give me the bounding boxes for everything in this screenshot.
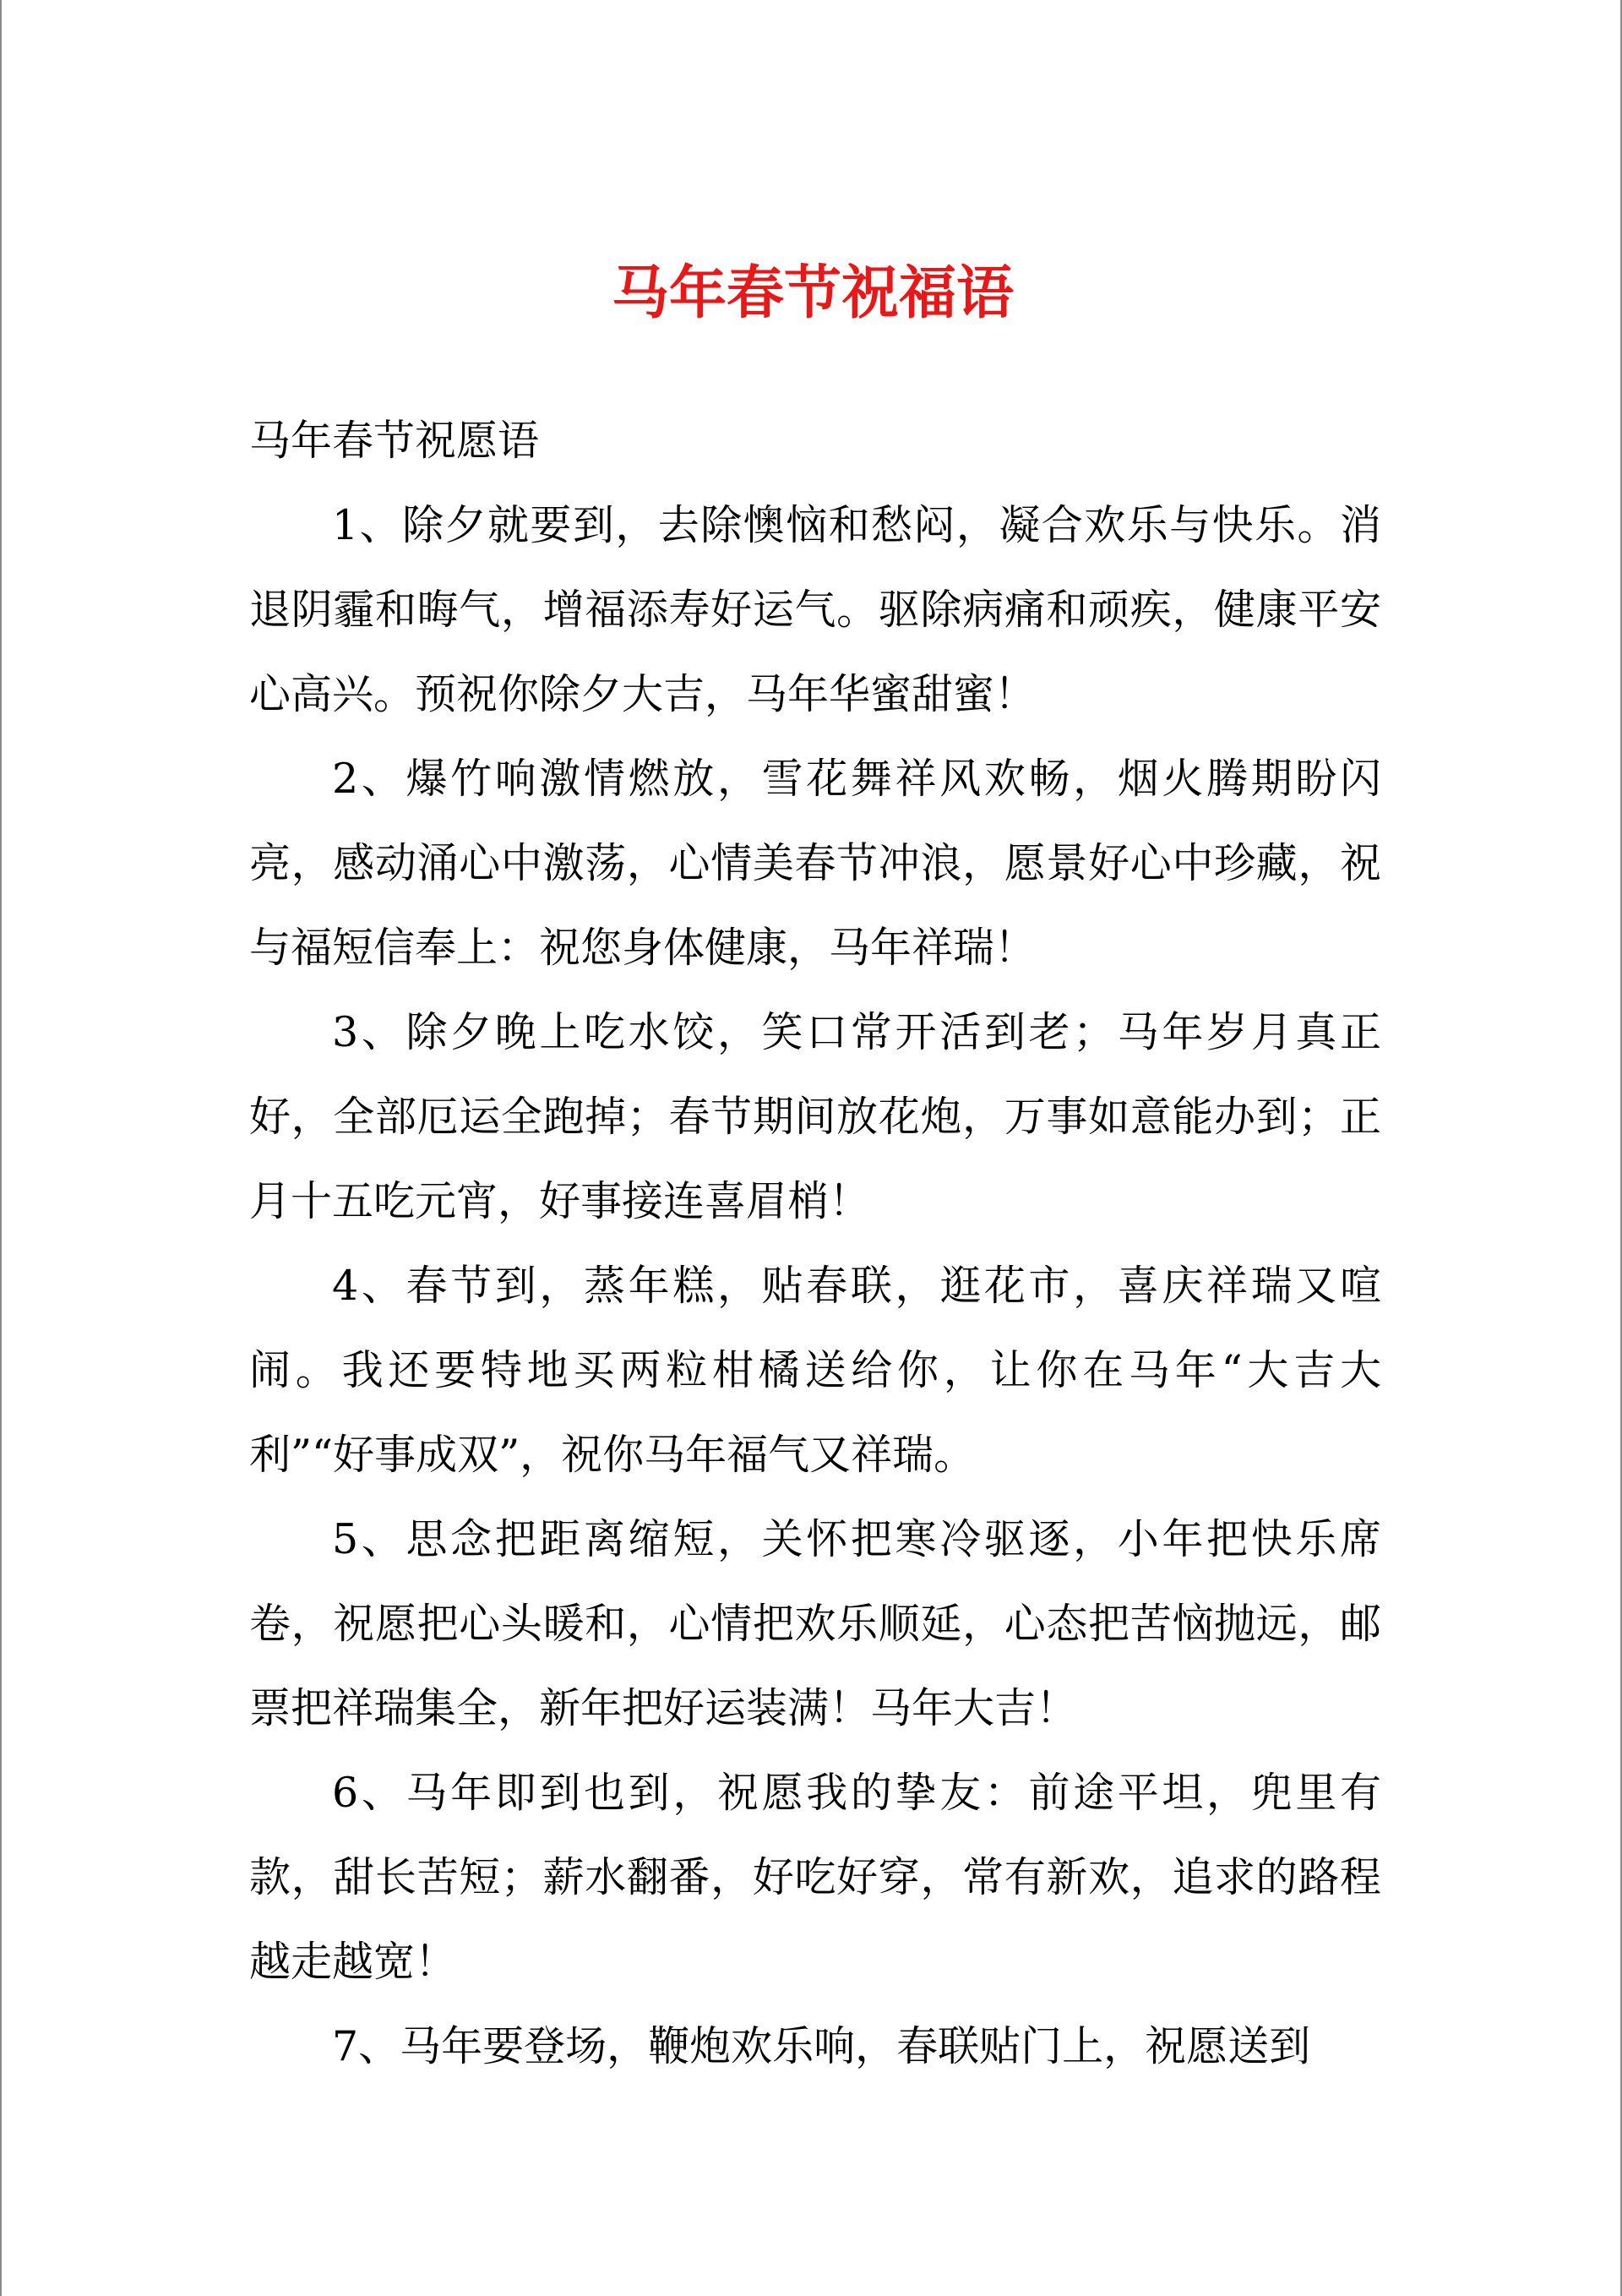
- paragraph-3: 3、除夕晚上吃水饺，笑口常开活到老；马年岁月真正好，全部厄运全跑掉；春节期间放花炮，万事如意能办到；正月十五吃元宵，好事接连喜眉梢！: [249, 1008, 1381, 1225]
- document-body: [249, 399, 1381, 2089]
- paragraph-7: 7、马年要登场，鞭炮欢乐响，春联贴门上，祝愿送到: [332, 2022, 1311, 2070]
- paragraph-2: 2、爆竹响激情燃放，雪花舞祥风欢畅，烟火腾期盼闪亮，感动涌心中激荡，心情美春节冲浪，愿景好心中珍藏，祝与福短信奉上：祝您身体健康，马年祥瑞！: [249, 755, 1381, 972]
- paragraph-4: 4、春节到，蒸年糕，贴春联，逛花市，喜庆祥瑞又喧闹。我还要特地买两粒柑橘送给你，让你在马年“大吉大利”“好事成双”，祝你马年福气又祥瑞。: [249, 1262, 1381, 1479]
- document-title: 马年春节祝福语: [611, 259, 1014, 327]
- paragraph-1: 1、除夕就要到，去除懊恼和愁闷，凝合欢乐与快乐。消退阴霾和晦气，增福添寿好运气。驱除病痛和顽疾，健康平安心高兴。预祝你除夕大吉，马年华蜜甜蜜！: [249, 501, 1381, 718]
- paragraph-6: 6、马年即到也到，祝愿我的挚友：前途平坦，兜里有款，甜长苦短；薪水翻番，好吃好穿，常有新欢，追求的路程越走越宽！: [249, 1769, 1381, 1986]
- document-subtitle: 马年春节祝愿语: [249, 417, 540, 465]
- paragraph-5: 5、思念把距离缩短，关怀把寒冷驱逐，小年把快乐席卷，祝愿把心头暖和，心情把欢乐顺延，心态把苦恼抛远，邮票把祥瑞集全，新年把好运装满！马年大吉！: [249, 1515, 1381, 1732]
